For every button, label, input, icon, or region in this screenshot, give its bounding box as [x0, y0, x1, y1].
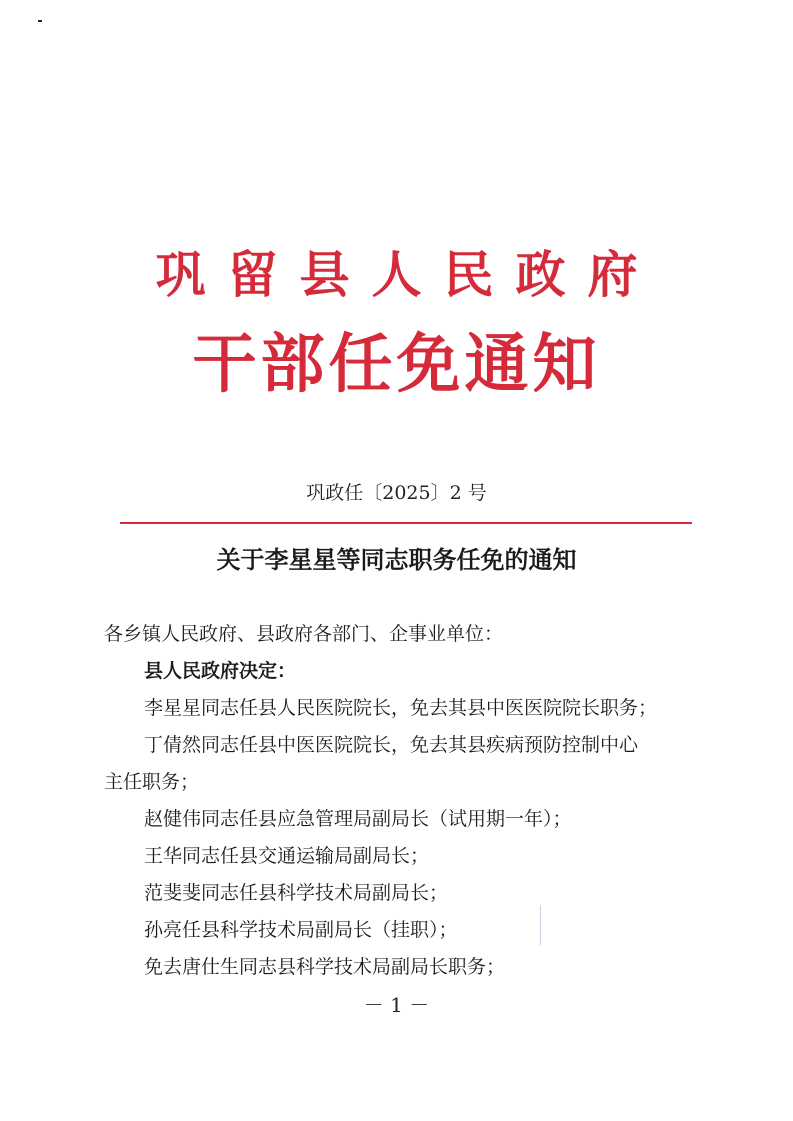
appointment-item: 王华同志任县交通运输局副局长； [144, 845, 430, 867]
page-number: － 1 － [363, 993, 430, 1017]
notice-title: 关于李星星等同志职务任免的通知 [216, 545, 577, 574]
recipients-line: 各乡镇人民政府、县政府各部门、企事业单位： [104, 623, 504, 645]
document-number: 巩政任〔2025〕2 号 [306, 482, 487, 504]
notice-body [104, 616, 704, 986]
issuer-title: 巩留县人民政府 [155, 245, 660, 304]
appointment-item: 免去唐仕生同志县科学技术局副局长职务； [144, 956, 506, 978]
scan-artifact [540, 905, 541, 945]
appointment-item: 孙亮任县科学技术局副局长（挂职）； [144, 919, 458, 941]
appointment-item: 丁倩然同志任县中医医院院长，免去其县疾病预防控制中心 [144, 734, 639, 756]
appointment-item-continuation: 主任职务； [104, 771, 200, 793]
appointment-item: 范斐斐同志任县科学技术局副局长； [144, 882, 449, 904]
appointment-item: 赵健伟同志任县应急管理局副局长（试用期一年）； [144, 808, 572, 830]
document-type-title: 干部任免通知 [192, 328, 601, 402]
red-divider [120, 522, 692, 524]
appointment-item: 李星星同志任县人民医院院长，免去其县中医医院院长职务； [144, 697, 658, 719]
decision-line: 县人民政府决定： [144, 660, 297, 682]
scan-mark [38, 20, 42, 22]
